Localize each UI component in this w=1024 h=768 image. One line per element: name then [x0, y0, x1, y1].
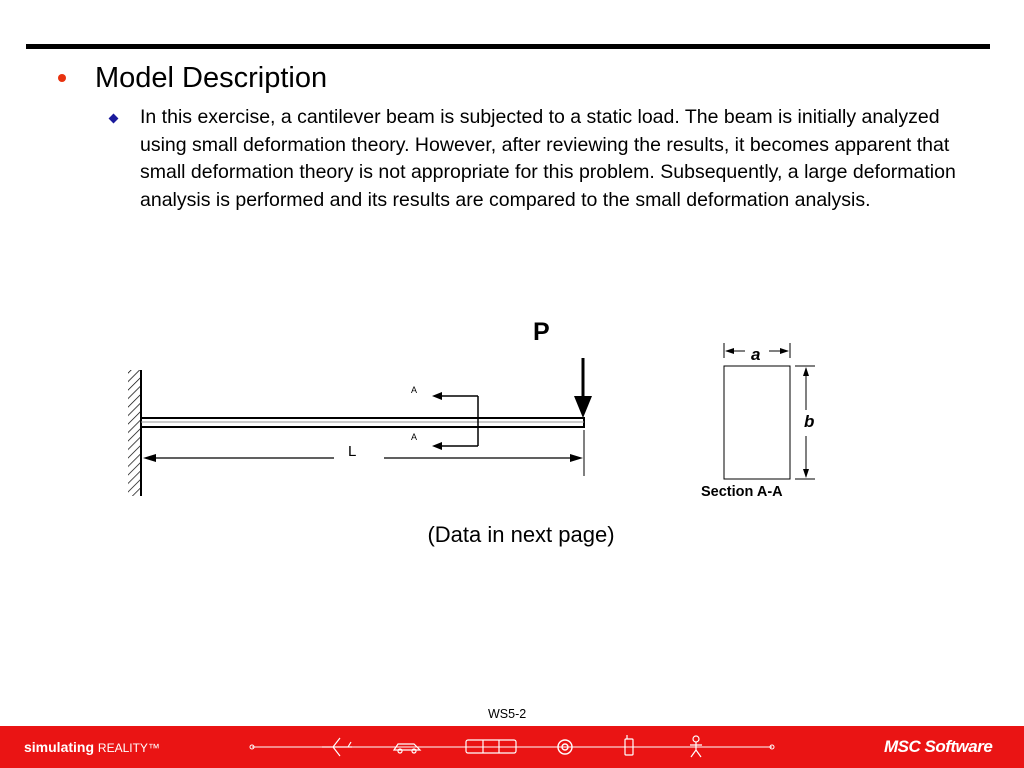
beam [141, 418, 584, 427]
slide-heading: Model Description [95, 62, 328, 94]
load-label: P [533, 318, 550, 346]
description-paragraph: In this exercise, a cantilever beam is subjected to a static load. The beam is initially analyzed using small deformation theory. However, after reviewing the results, it becomes apparent that small deformation theory is not appropriate for this problem. Subsequently, a large deformation analysis is performed and its results are compared to the small deformation analysis. [140, 106, 956, 211]
section-caption: Section A-A [701, 484, 783, 500]
length-label: L [348, 443, 357, 460]
section-marker-label: A [411, 432, 418, 442]
tagline-main: simulating [24, 739, 95, 755]
length-dimension [143, 430, 584, 476]
cross-section [724, 343, 815, 479]
tagline-sub: REALITY™ [97, 741, 160, 755]
width-label: a [751, 345, 761, 364]
section-marker-label: A [411, 385, 418, 395]
data-note: (Data in next page) [427, 522, 615, 547]
car-icon [394, 744, 420, 753]
load-arrow [574, 358, 592, 418]
fixed-support-wall [128, 370, 141, 496]
height-label: b [804, 412, 815, 431]
airplane-icon [322, 738, 352, 756]
brand-logo: MSC Software [884, 737, 993, 756]
phone-icon [625, 735, 633, 755]
footer-bar [0, 726, 1024, 768]
page-number: WS5-2 [488, 707, 527, 721]
